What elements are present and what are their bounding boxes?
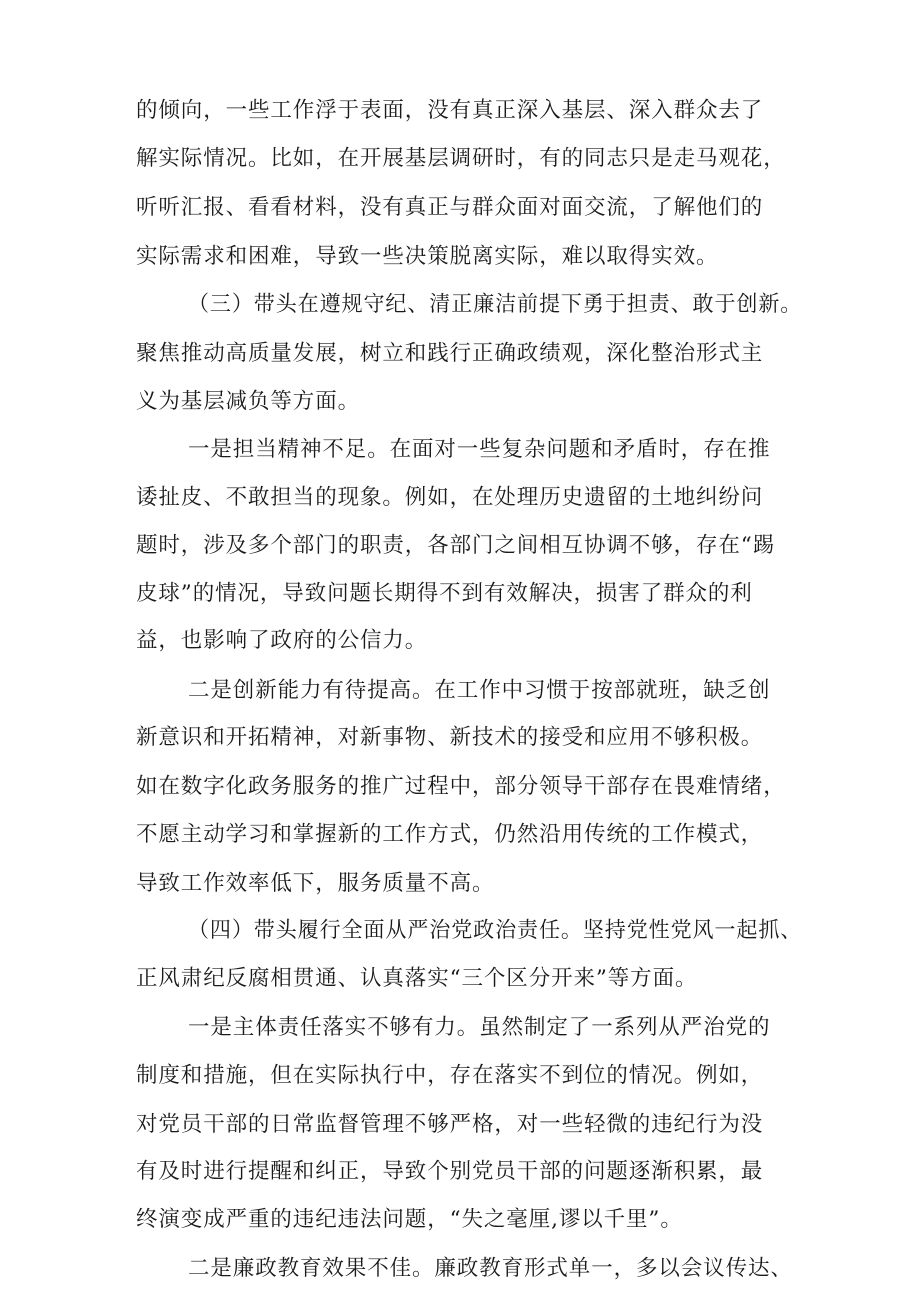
text-line: 的倾向，一些工作浮于表面，没有真正深入基层、深入群众去了 — [136, 98, 764, 123]
text-line: 诿扯皮、不敢担当的现象。例如，在处理历史遗留的土地纠纷问 — [136, 485, 764, 510]
text-line: 不愿主动学习和掌握新的工作方式，仍然沿用传统的工作模式， — [136, 822, 764, 847]
text-line: 有及时进行提醒和纠正，导致个别党员干部的问题逐渐积累，最 — [136, 1159, 764, 1184]
text-line: 终演变成严重的违纪违法问题，“失之毫厘,谬以千里”。 — [136, 1207, 683, 1232]
text-line: 新意识和开拓精神，对新事物、新技术的接受和应用不够积极。 — [136, 725, 764, 750]
paragraph-start: 二是创新能力有待提高。在工作中习惯于按部就班，缺乏创 — [188, 678, 771, 703]
text-line: 对党员干部的日常监督管理不够严格，对一些轻微的违纪行为没 — [136, 1112, 764, 1137]
text-line: 题时，涉及多个部门的职责，各部门之间相互协调不够，存在“踢 — [136, 533, 776, 558]
text-line: 解实际情况。比如，在开展基层调研时，有的同志只是走马观花， — [136, 146, 786, 171]
section-heading: （四）带头履行全面从严治党政治责任。坚持党性党风一起抓、 — [188, 918, 803, 943]
text-line: 听听汇报、看看材料，没有真正与群众面对面交流，了解他们的 — [136, 195, 764, 220]
paragraph-start: 二是廉政教育效果不佳。廉政教育形式单一，多以会议传达、 — [188, 1256, 793, 1281]
text-line: 皮球”的情况，导致问题长期得不到有效解决，损害了群众的利 — [136, 581, 753, 606]
paragraph-start: 一是担当精神不足。在面对一些复杂问题和矛盾时，存在推 — [188, 437, 771, 462]
text-line: 制度和措施，但在实际执行中，存在落实不到位的情况。例如， — [136, 1063, 764, 1088]
paragraph-start: 一是主体责任落实不够有力。虽然制定了一系列从严治党的 — [188, 1015, 771, 1040]
text-line: 实际需求和困难，导致一些决策脱离实际，难以取得实效。 — [136, 244, 719, 269]
text-line: 聚焦推动高质量发展，树立和践行正确政绩观，深化整治形式主 — [136, 341, 764, 366]
text-line: 益，也影响了政府的公信力。 — [136, 628, 428, 653]
text-line: 如在数字化政务服务的推广过程中，部分领导干部存在畏难情绪， — [136, 774, 786, 799]
section-heading: （三）带头在遵规守纪、清正廉洁前提下勇于担责、敢于创新。 — [188, 292, 803, 317]
text-line: 正风肃纪反腐相贯通、认真落实“三个区分开来”等方面。 — [136, 966, 698, 991]
text-line: 导致工作效率低下，服务质量不高。 — [136, 871, 495, 896]
text-line: 义为基层减负等方面。 — [136, 389, 361, 414]
